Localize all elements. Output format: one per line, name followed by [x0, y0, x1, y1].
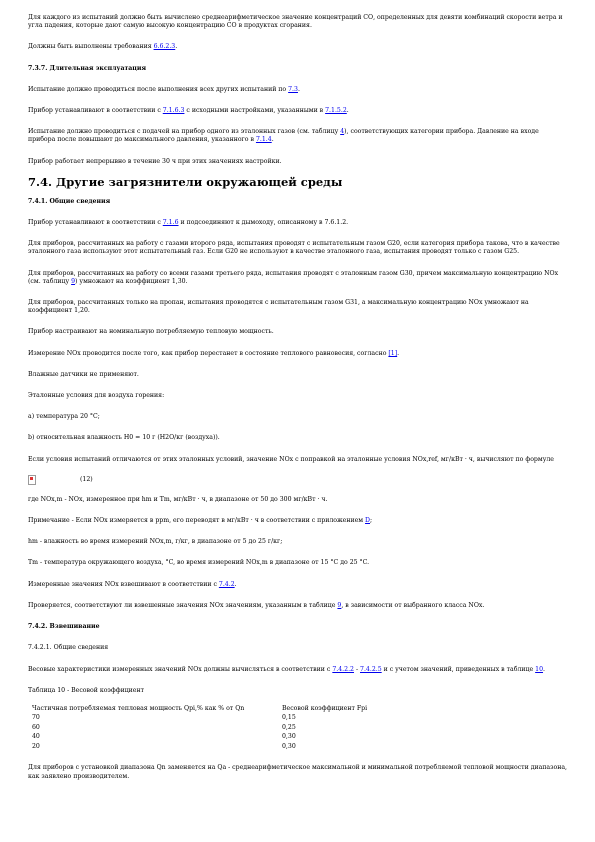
table-row	[28, 732, 367, 742]
clause-link[interactable]: 7.1.6.3	[162, 107, 185, 115]
table-cell: 60	[32, 723, 40, 731]
section-heading-7-4: 7.4. Другие загрязнители окружающей среды	[28, 174, 343, 189]
table-row	[28, 742, 367, 752]
table-cell: 0,30	[282, 733, 296, 741]
paragraph: где NOx,m - NOx, измеренное при hm и Tm, мг/кВт · ч, в диапазоне от 50 до 300 мг/кВт · ч.	[28, 495, 328, 503]
table-cell: 20	[32, 742, 40, 750]
clause-link[interactable]: 7.4.2.5	[360, 665, 382, 673]
table-cell: 0,15	[282, 714, 296, 722]
paragraph: Для приборов, рассчитанных на работу с газами второго ряда, испытания проводят с испытательным газом G20, если категория прибора такова, что в качестве эталонного газа используют этот испытательный газ. Если G20 не используют в качестве эталонного газа, испытания проводят только с газом G25.	[28, 240, 560, 256]
table-header-row	[28, 704, 367, 714]
annex-link[interactable]: D	[365, 517, 371, 525]
paragraph: Для приборов с установкой диапазона Qn заменяется на Qa - среднеарифметическое максимальной и минимальной потребляемой тепловой мощности диапазона, как заявлено производителем.	[28, 764, 568, 780]
table-cell: 40	[32, 733, 40, 741]
formula-number: (12)	[80, 475, 93, 483]
clause-link[interactable]: 6.6.2.3	[153, 43, 176, 51]
table-link[interactable]: 10	[535, 665, 544, 673]
section-heading-7-3-7: 7.3.7. Длительная эксплуатация	[28, 64, 147, 72]
paragraph: Прибор работает непрерывно в течение 30 ч при этих значениях настройки.	[28, 157, 282, 165]
paragraph: Для приборов, рассчитанных только на пропан, испытания проводятся с испытательным газом G31, а максимальную концентрацию NOx умножают на коэффициент 1,20.	[28, 299, 529, 315]
section-heading-7-4-2: 7.4.2. Взвешивание	[28, 623, 100, 631]
paragraph: Если условия испытаний отличаются от этих эталонных условий, значение NOx с поправкой на эталонные условия NOx,ref, мг/кВт · ч, вычисляют по формуле	[28, 455, 554, 463]
table-header-cell: Частичная потребляемая тепловая мощность Qpi,% как % от Qn	[32, 704, 245, 712]
broken-image-icon	[28, 475, 36, 485]
paragraph: Измеренные значения NOx взвешивают в соответствии с 7.4.2.	[28, 580, 237, 588]
paragraph: b) относительная влажность Н0 = 10 г (Н2О/кг (воздуха)).	[28, 434, 220, 442]
paragraph: Прибор настраивают на номинальную потребляемую тепловую мощность.	[28, 328, 274, 336]
paragraph: Эталонные условия для воздуха горения:	[28, 392, 165, 400]
paragraph: Проверяется, соответствуют ли взвешенные значения NOx значениям, указанным в таблице 9, в зависимости от выбранного класса NOx.	[28, 601, 485, 609]
paragraph: Tm - температура окружающего воздуха, °C, во время измерений NOx,m в диапазоне от 15 °C до 25 °C.	[28, 559, 370, 567]
table-cell: 0,25	[282, 723, 296, 731]
paragraph: hm - влажность во время измерений NOx,m, г/кг, в диапазоне от 5 до 25 г/кг;	[28, 538, 283, 546]
clause-link[interactable]: 7.1.6	[162, 219, 179, 227]
clause-link[interactable]: 7.4.2	[218, 580, 235, 588]
clause-link[interactable]: 7.1.4	[255, 136, 272, 144]
table-cell: 0,30	[282, 742, 296, 750]
paragraph: Весовые характеристики измеренных значений NOx должны вычисляться в соответствии с 7.4.2.2 - 7.4.2.5 и с учетом значений, приведенных в таблице 10.	[28, 665, 545, 673]
table-link[interactable]: 9	[337, 601, 342, 609]
paragraph: Для каждого из испытаний должно быть вычислено среднеарифметическое значение концентраций СО, определенных для девяти комбинаций скорости ветра и угла падения, которые дают самую высокую концентрацию СО в продуктах сгорания.	[28, 14, 563, 30]
weighting-table	[28, 704, 367, 752]
clause-link[interactable]: 7.4.2.2	[332, 665, 354, 673]
paragraph: Для приборов, рассчитанных на работу со всеми газами третьего ряда, испытания проводят с эталонным газом G30, причем максимальную концентрацию NOx (см. таблицу 9) умножают на коэффициент 1,30.	[28, 269, 559, 285]
clause-link[interactable]: 7.3	[288, 85, 298, 93]
table-cell: 70	[32, 714, 40, 722]
table-link[interactable]: 9	[71, 277, 76, 285]
table-link[interactable]: 4	[340, 128, 345, 136]
paragraph: а) температура 20 °C;	[28, 413, 100, 421]
table-header-cell: Весовой коэффициент Fpi	[282, 704, 368, 712]
paragraph: Прибор устанавливают в соответствии с 7.1.6.3 с исходными настройками, указанными в 7.1.5.2.	[28, 107, 349, 115]
paragraph: Испытание должно проводиться с подачей на прибор одного из эталонных газов (см. таблицу 4), соответствующих категории прибора. Давление на входе прибора после повышают до максимального давления, указанного в 7.1.4.	[28, 128, 539, 144]
paragraph: Испытание должно проводиться после выполнения всех других испытаний по 7.3.	[28, 85, 300, 93]
reference-link[interactable]: [1]	[388, 349, 398, 357]
paragraph: Прибор устанавливают в соответствии с 7.1.6 и подсоединяют к дымоходу, описанному в 7.6.1.2.	[28, 219, 349, 227]
table-row	[28, 713, 367, 723]
paragraph: Влажные датчики не применяют.	[28, 370, 139, 378]
paragraph: Измерение NOx проводится после того, как прибор перестанет в состояние теплового равновесия, согласно [1].	[28, 349, 400, 357]
section-heading-7-4-2-1: 7.4.2.1. Общие сведения	[28, 644, 109, 652]
clause-link[interactable]: 7.1.5.2	[325, 107, 347, 115]
note: Примечание - Если NOx измеряется в ppm, его переводят в мг/кВт · ч в соответствии с приложением D;	[28, 517, 373, 525]
section-heading-7-4-1: 7.4.1. Общие сведения	[28, 197, 111, 205]
paragraph: Должны быть выполнены требования 6.6.2.3.	[28, 43, 178, 51]
table-title: Таблица 10 - Весовой коэффициент	[28, 686, 145, 694]
table-row	[28, 723, 367, 733]
formula-12	[28, 473, 568, 487]
document-page	[28, 14, 568, 781]
